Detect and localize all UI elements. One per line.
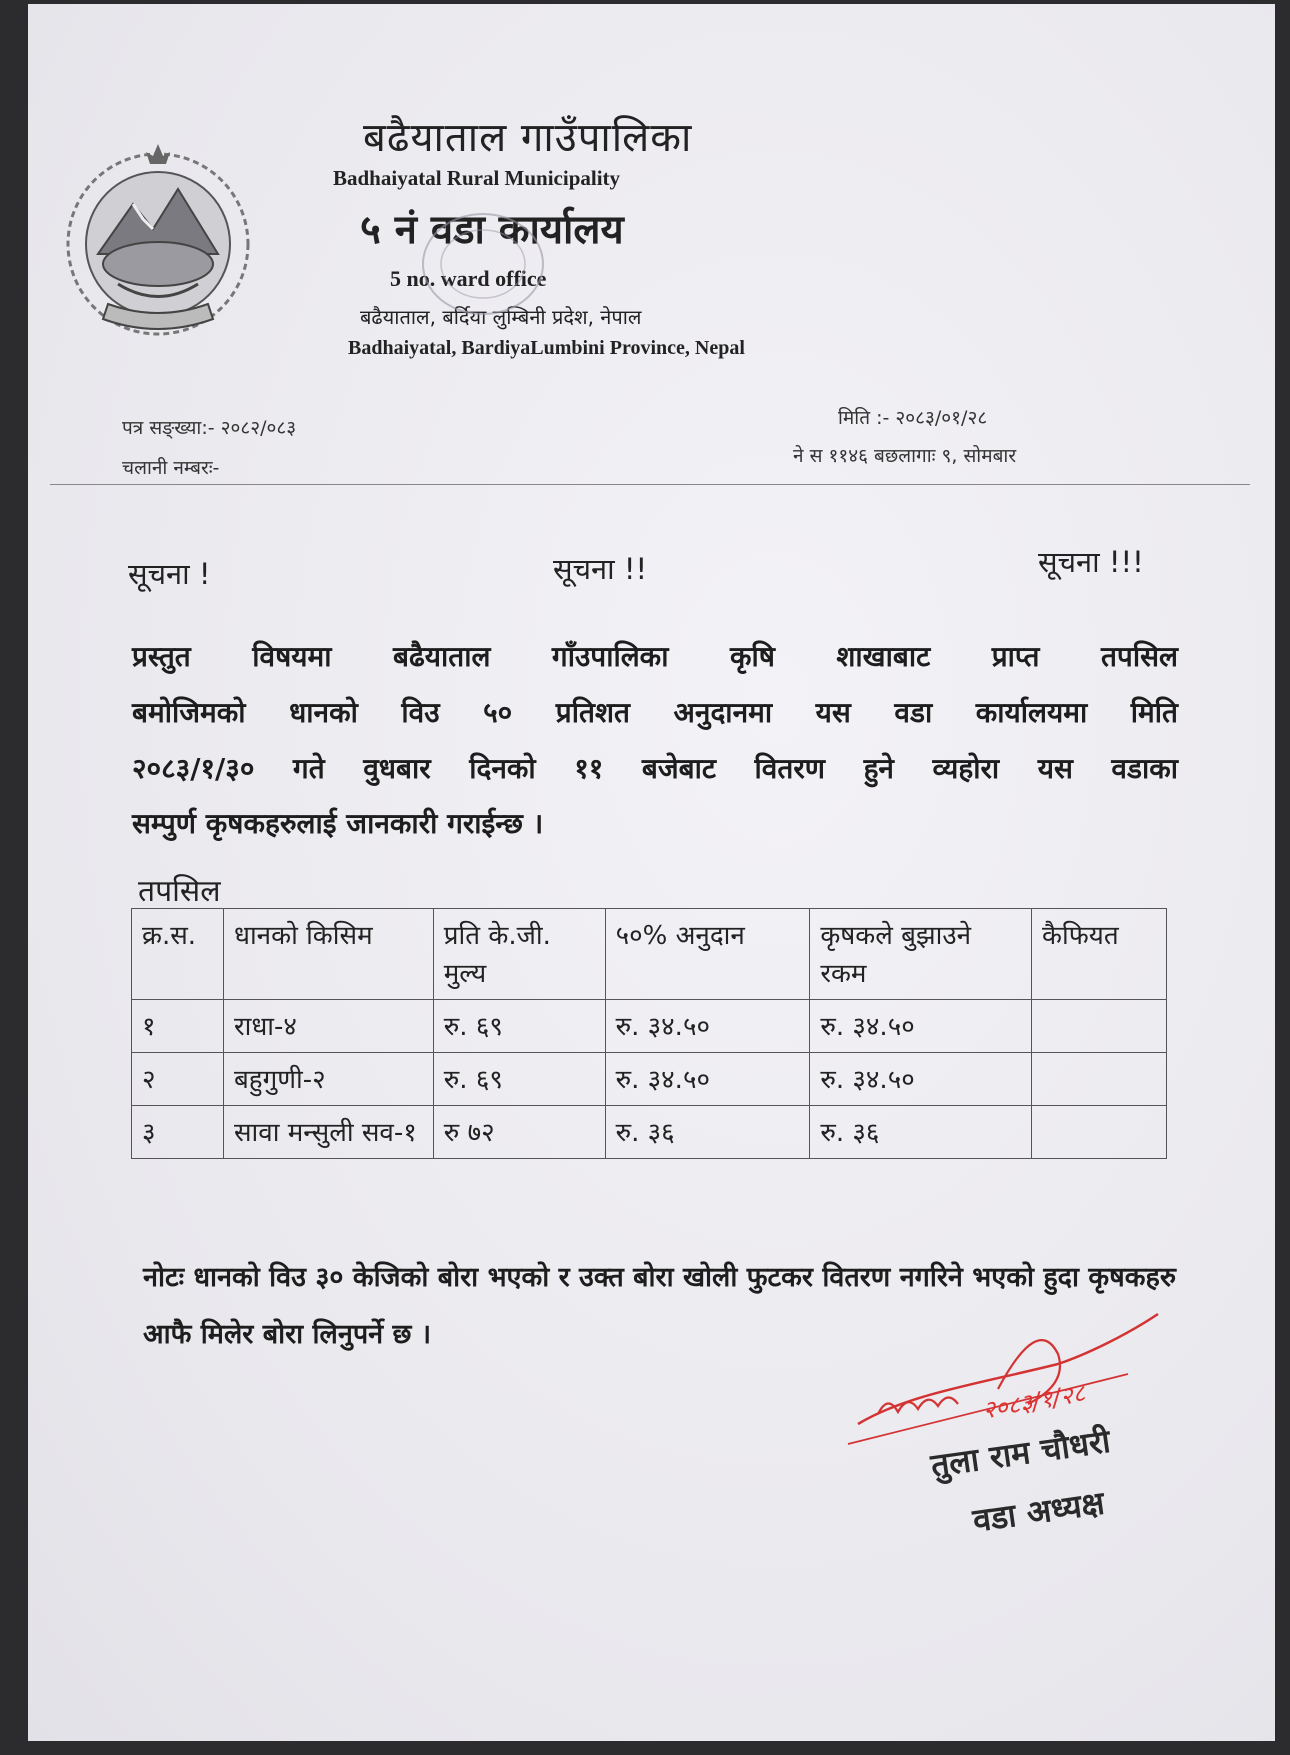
table-row [132, 1106, 1167, 1159]
table-cell: रु. ३६ [605, 1106, 810, 1159]
table-cell: रु ७२ [433, 1106, 605, 1159]
body-line: प्रस्तुत विषयमा बढैयाताल गाँउपालिका कृषि शाखाबाट प्राप्त तपसिल [132, 640, 1178, 673]
body-last-line: सम्पुर्ण कृषकहरुलाई जानकारी गराईन्छ । [132, 807, 544, 840]
table-cell: बहुगुणी-२ [223, 1053, 433, 1106]
table-header: धानको किसिम [223, 909, 433, 1000]
dispatch-number: चलानी नम्बरः- [122, 457, 220, 479]
notice-body [132, 629, 1178, 797]
notice-heading-center: सूचना !! [553, 552, 648, 586]
office-stamp [418, 209, 548, 319]
table-cell: ३ [132, 1106, 224, 1159]
table-cell: राधा-४ [223, 1000, 433, 1053]
signature-date: २०८३/१/२८ [980, 1378, 1088, 1425]
nepal-emblem-logo [58, 144, 258, 344]
letter-number: पत्र सङ्ख्या:- २०८२/०८३ [122, 417, 297, 439]
table-header: क्र.स. [132, 909, 224, 1000]
table-cell [1032, 1106, 1167, 1159]
table-header: ५०% अनुदान [605, 909, 810, 1000]
ward-office-en: 5 no. ward office [390, 266, 547, 291]
table-cell: रु. ३४.५० [605, 1053, 810, 1106]
nepal-sambat-date: ने स ११४६ बछलागाः ९, सोमबार [793, 445, 1017, 467]
signatory-name: तुला राम चौधरी [928, 1421, 1113, 1485]
notice-heading-left: सूचना ! [128, 557, 211, 591]
table-caption: तपसिल [138, 874, 221, 909]
body-line: बमोजिमको धानको विउ ५० प्रतिशत अनुदानमा यस वडा कार्यालयमा मिति [132, 696, 1178, 729]
table-header: कैफियत [1032, 909, 1167, 1000]
table-row [132, 1000, 1167, 1053]
header-divider [50, 484, 1250, 485]
ward-office-np: ५ नं वडा कार्यालय [360, 207, 624, 253]
table-cell: सावा मन्सुली सव-१ [223, 1106, 433, 1159]
table-cell: २ [132, 1053, 224, 1106]
table-header: प्रति के.जी. मुल्य [433, 909, 605, 1000]
notice-heading-right: सूचना !!! [1038, 545, 1144, 579]
table-cell: रु. ६९ [433, 1053, 605, 1106]
seed-price-table [131, 908, 1167, 1159]
table-cell: रु. ३४.५० [810, 1000, 1032, 1053]
table-cell [1032, 1000, 1167, 1053]
address-np: बढैयाताल, बर्दिया लुम्बिनी प्रदेश, नेपाल [360, 305, 642, 329]
table-cell: १ [132, 1000, 224, 1053]
table-cell [1032, 1053, 1167, 1106]
table-header: कृषकले बुझाउने रकम [810, 909, 1032, 1000]
table-cell: रु. ३४.५० [810, 1053, 1032, 1106]
note-text: नोटः धानको विउ ३० केजिको बोरा भएको र उक्त बोरा खोली फुटकर वितरण नगरिने भएको हुदा कृषकहरु आफै मिलेर बोरा लिनुपर्ने छ । [143, 1262, 1176, 1350]
table-cell: रु. ६९ [433, 1000, 605, 1053]
table-row [132, 1053, 1167, 1106]
signatory-title: वडा अध्यक्ष [970, 1483, 1107, 1540]
date: मिति :- २०८३/०१/२८ [838, 407, 988, 429]
table-header-row [132, 909, 1167, 1000]
table-cell: रु. ३४.५० [605, 1000, 810, 1053]
letter-page [28, 4, 1275, 1741]
address-en: Badhaiyatal, BardiyaLumbini Province, Nepal [348, 337, 745, 359]
body-line: २०८३/१/३० गते वुधबार दिनको ११ बजेबाट वितरण हुने व्यहोरा यस वडाका [132, 752, 1178, 785]
table-cell: रु. ३६ [810, 1106, 1032, 1159]
municipality-name-en: Badhaiyatal Rural Municipality [333, 166, 621, 190]
municipality-name-np: बढैयाताल गाउँपालिका [363, 115, 693, 161]
